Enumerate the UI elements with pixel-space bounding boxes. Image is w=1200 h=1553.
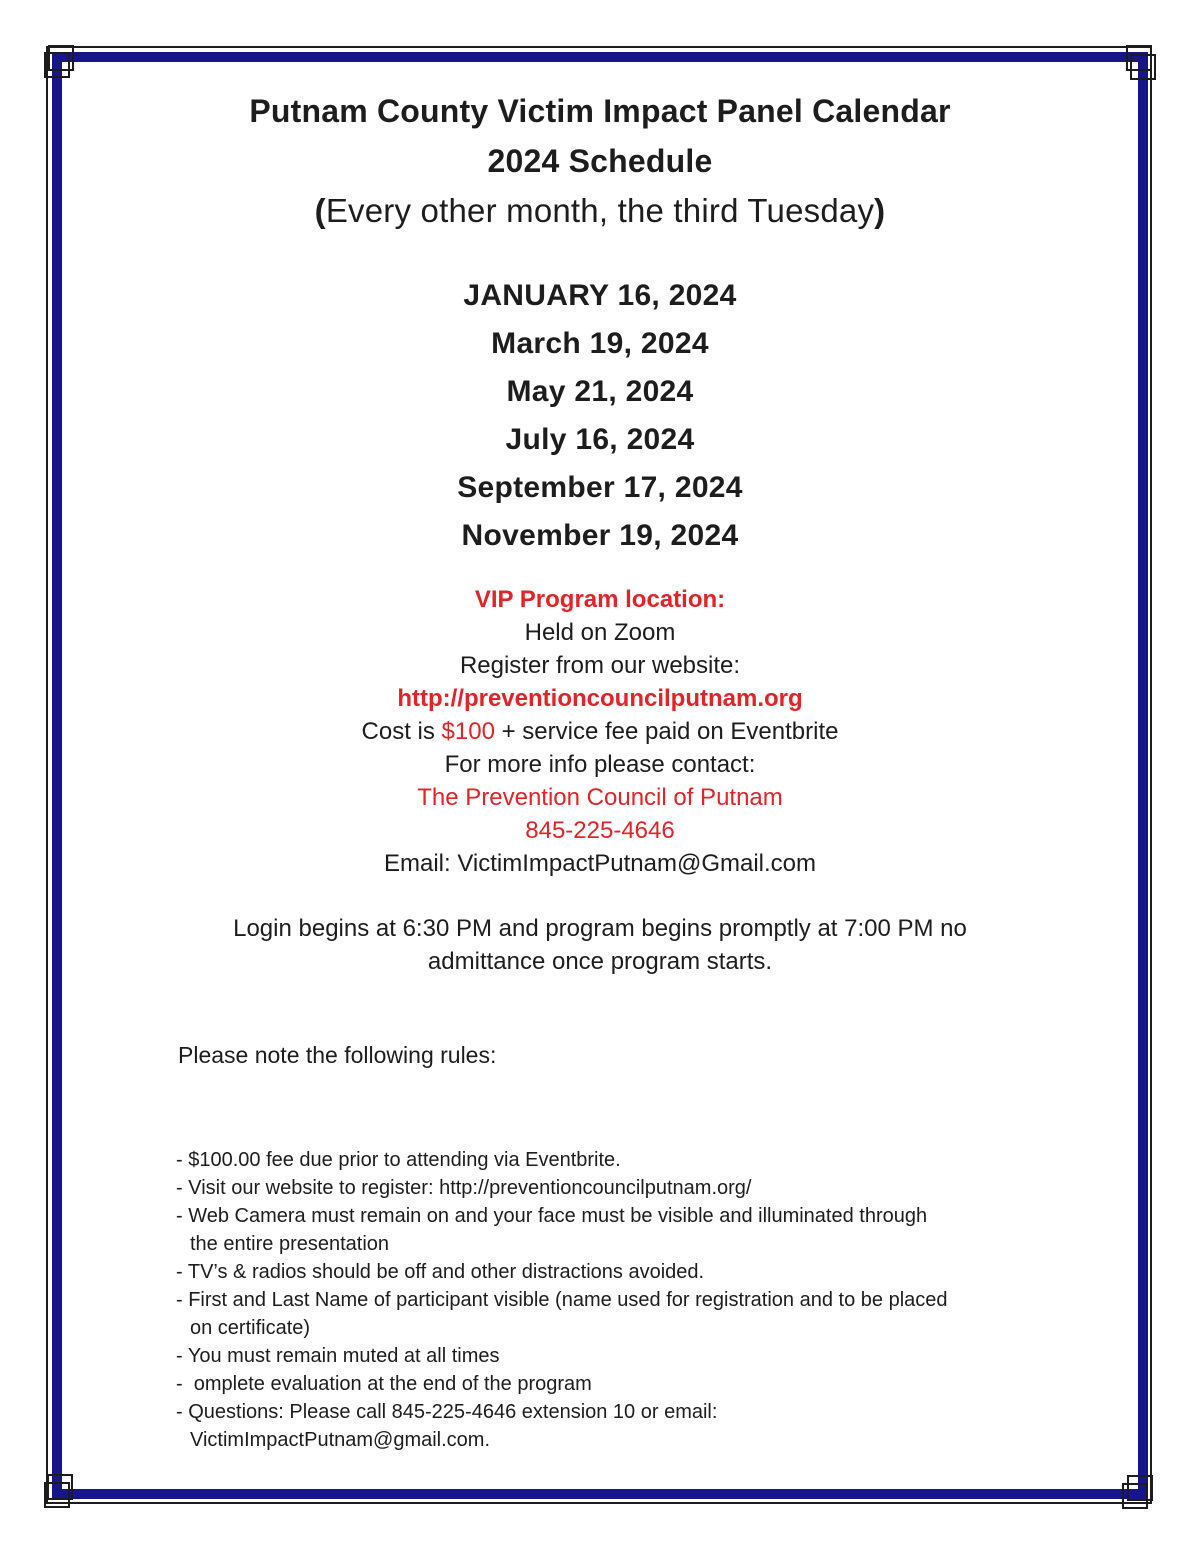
corner-square-icon	[1130, 54, 1156, 80]
cost-amount: $100	[441, 718, 495, 745]
corner-square-icon	[1122, 1483, 1148, 1509]
rules-heading: Please note the following rules:	[178, 1042, 497, 1068]
corner-square-icon	[44, 52, 70, 78]
rule-item: - TV’s & radios should be off and other distractions avoided.	[176, 1261, 705, 1283]
session-date-item: JANUARY 16, 2024	[463, 279, 737, 312]
program-info-section	[0, 583, 1200, 880]
held-on-zoom-line: Held on Zoom	[524, 619, 676, 646]
flyer-header	[0, 86, 1200, 236]
rule-item: - First and Last Name of participant visible (name used for registration and to be placed	[176, 1289, 948, 1311]
rule-item: - omplete evaluation at the end of the program	[176, 1373, 592, 1395]
cost-suffix: + service fee paid on Eventbrite	[494, 718, 839, 745]
rule-item: - Questions: Please call 845-225-4646 extension 10 or email:	[176, 1401, 718, 1423]
contact-prompt-line: For more info please contact:	[444, 751, 756, 778]
frequency-text: Every other month, the third Tuesday	[325, 192, 875, 229]
schedule-frequency-note	[0, 186, 1200, 236]
organization-name: The Prevention Council of Putnam	[417, 784, 783, 811]
session-date-item: May 21, 2024	[506, 375, 694, 408]
email-line: Email: VictimImpactPutnam@Gmail.com	[383, 850, 817, 877]
rule-item: - You must remain muted at all times	[176, 1345, 500, 1367]
phone-number: 845-225-4646	[525, 817, 675, 844]
corner-square-icon	[44, 1482, 70, 1508]
session-dates-list	[0, 272, 1200, 560]
login-note-line2: admittance once program starts.	[427, 948, 773, 975]
vip-location-heading: VIP Program location:	[474, 586, 726, 613]
session-date-item: July 16, 2024	[505, 423, 695, 456]
login-note	[0, 912, 1200, 978]
rules-list	[176, 1090, 1076, 1454]
session-date-item: September 17, 2024	[457, 471, 743, 504]
rule-item: the entire presentation	[190, 1233, 390, 1255]
open-paren: (	[314, 192, 326, 229]
website-url: http://preventioncouncilputnam.org	[397, 685, 803, 712]
rule-item: - $100.00 fee due prior to attending via Eventbrite.	[176, 1149, 621, 1171]
session-date-item: March 19, 2024	[491, 327, 709, 360]
cost-line	[0, 715, 1200, 748]
page-subtitle-year: 2024 Schedule	[487, 143, 713, 179]
register-prompt-line: Register from our website:	[459, 652, 741, 679]
page-title: Putnam County Victim Impact Panel Calendar	[249, 93, 951, 129]
cost-prefix: Cost is	[361, 718, 442, 745]
rule-item: on certificate)	[190, 1317, 311, 1339]
rule-item: - Web Camera must remain on and your face must be visible and illuminated through	[176, 1205, 928, 1227]
rule-item: VictimImpactPutnam@gmail.com.	[190, 1429, 491, 1451]
close-paren: )	[874, 192, 886, 229]
rule-item: - Visit our website to register: http://preventioncouncilputnam.org/	[176, 1177, 752, 1199]
login-note-line1: Login begins at 6:30 PM and program begins promptly at 7:00 PM no	[233, 915, 967, 942]
session-date-item: November 19, 2024	[461, 519, 739, 552]
